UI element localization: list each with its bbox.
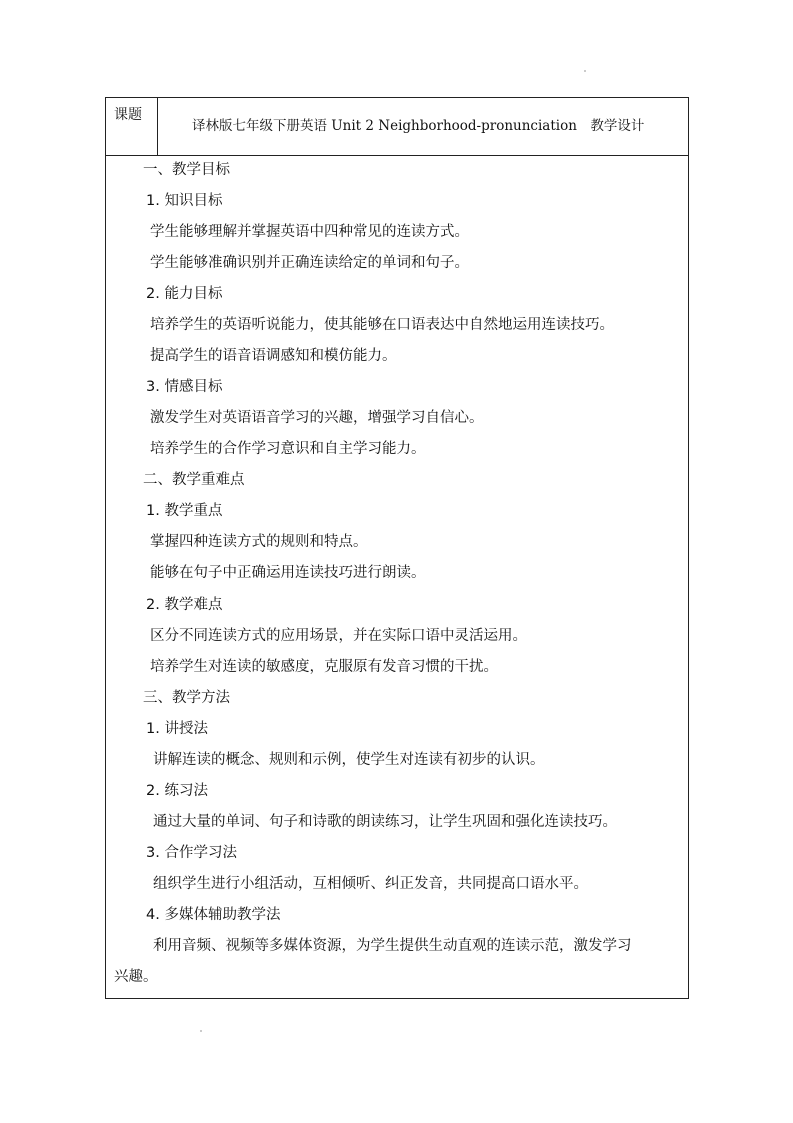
subsection-heading: 2. 能力目标 [146,286,223,302]
subsection-heading: 2. 教学难点 [146,597,223,613]
body-line-continuation: 兴趣。 [114,969,158,985]
subsection-heading: 4. 多媒体辅助教学法 [146,907,281,923]
body-line: 掌握四种连读方式的规则和特点。 [150,534,368,550]
content-cell [106,156,688,998]
body-line: 能够在句子中正确运用连读技巧进行朗读。 [150,565,426,581]
body-line: 培养学生的合作学习意识和自主学习能力。 [150,441,426,457]
page-speck-bottom [200,1030,202,1032]
page-speck-top [584,70,586,72]
section-heading: 三、教学方法 [143,690,230,706]
subsection-heading: 1. 教学重点 [146,503,223,519]
body-line: 学生能够理解并掌握英语中四种常见的连读方式。 [150,224,469,240]
subsection-heading: 1. 知识目标 [146,193,223,209]
body-line: 讲解连读的概念、规则和示例，使学生对连读有初步的认识。 [153,752,545,768]
section-heading: 二、教学重难点 [143,472,245,488]
subsection-heading: 3. 情感目标 [146,379,223,395]
title-row [106,98,688,156]
body-line: 培养学生的英语听说能力，使其能够在口语表达中自然地运用连读技巧。 [150,317,614,333]
body-line: 利用音频、视频等多媒体资源，为学生提供生动直观的连读示范，激发学习 [153,938,632,954]
topic-label: 课题 [106,98,158,155]
body-line: 组织学生进行小组活动，互相倾听、纠正发音，共同提高口语水平。 [153,876,588,892]
body-line: 区分不同连读方式的应用场景，并在实际口语中灵活运用。 [150,628,527,644]
body-line: 通过大量的单词、句子和诗歌的朗读练习，让学生巩固和强化连读技巧。 [153,814,617,830]
body-line: 提高学生的语音语调感知和模仿能力。 [150,348,397,364]
body-line: 激发学生对英语语音学习的兴趣，增强学习自信心。 [150,410,484,426]
lesson-title: 译林版七年级下册英语 Unit 2 Neighborhood-pronunciation 教学设计 [192,118,645,134]
subsection-heading: 2. 练习法 [146,783,208,799]
subsection-heading: 3. 合作学习法 [146,845,237,861]
lesson-plan-table [105,97,689,999]
subsection-heading: 1. 讲授法 [146,721,208,737]
body-line: 培养学生对连读的敏感度，克服原有发音习惯的干扰。 [150,659,498,675]
section-heading: 一、教学目标 [143,162,230,178]
body-line: 学生能够准确识别并正确连读给定的单词和句子。 [150,255,469,271]
